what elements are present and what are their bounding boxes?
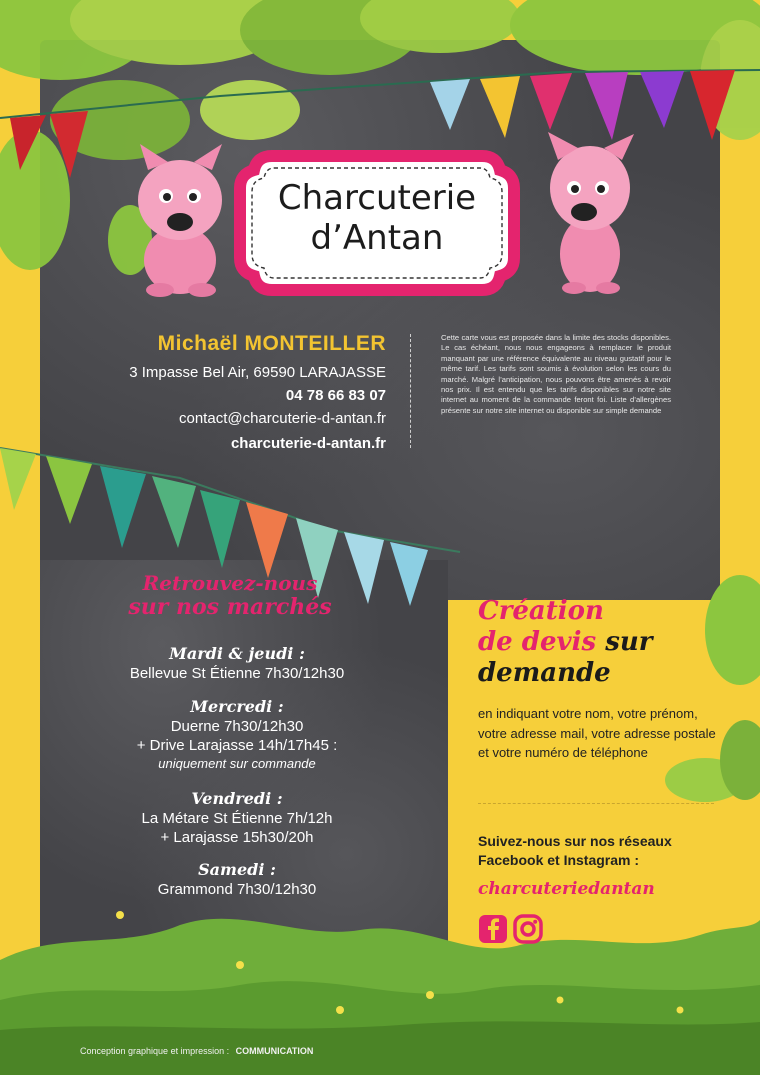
social-handle[interactable]: charcuteriedantan [478, 879, 655, 899]
quote-heading-word3: sur [605, 627, 653, 657]
quote-heading-word1: Création [478, 596, 604, 626]
owner-email[interactable]: contact@charcuterie-d-antan.fr [179, 410, 386, 427]
market-entry-saturday [60, 860, 414, 899]
social-follow-line1: Suivez-nous sur nos réseaux [478, 833, 672, 849]
owner-contact-block [100, 332, 386, 452]
brand-name-line1: Charcuterie [277, 178, 477, 218]
quote-divider [478, 803, 714, 804]
market-day: Mardi & jeudi : [169, 644, 305, 663]
market-place: Duerne 7h30/12h30 [170, 718, 304, 735]
owner-address: 3 Impasse Bel Air, 69590 LARAJASSE [129, 364, 386, 381]
market-place: Bellevue St Étienne 7h30/12h30 [129, 665, 345, 682]
market-note: uniquement sur commande [158, 756, 316, 771]
market-entry-tuesday-thursday [60, 644, 414, 683]
pig-illustration-left [130, 140, 230, 300]
markets-heading-line2: sur nos marchés [128, 594, 332, 620]
market-place: Grammond 7h30/12h30 [157, 881, 317, 898]
market-place: + Larajasse 15h30/20h [160, 829, 314, 846]
social-follow-text [478, 832, 738, 870]
brand-name-line2: d’Antan [310, 218, 444, 258]
owner-phone[interactable]: 04 78 66 83 07 [285, 387, 386, 404]
stock-disclaimer: Cette carte vous est proposée dans la limite des stocks disponibles. Le cas échéant, nous nous engageons à remplacer le produit manquant par une référence équivalente au niveau gustatif pour le même tarif. Les tarifs sont soumis à évolution selon les cours du marché. Malgré l’anticipation, nous pouvons être amenés à revoir nos prix. Il est entendu que les tarifs disponibles sur notre site internet au moment de la commande feront foi. Liste d’allergènes présente sur notre site internet ou disponible sur simple demande [441, 333, 671, 415]
owner-website[interactable]: charcuterie-d-antan.fr [230, 435, 386, 452]
brand-logo [232, 148, 522, 298]
quote-heading-word2: de devis [478, 627, 597, 657]
contact-divider [410, 334, 411, 448]
markets-heading [60, 572, 400, 620]
pig-illustration-right [540, 126, 640, 296]
market-entry-wednesday [60, 697, 414, 773]
facebook-icon[interactable] [478, 914, 508, 944]
credits-studio: COMMUNICATION [235, 1046, 314, 1056]
print-credits [80, 1046, 313, 1056]
market-day: Vendredi : [191, 789, 283, 808]
quote-heading-word4: demande [478, 658, 611, 688]
market-day: Samedi : [198, 860, 276, 879]
credits-text: Conception graphique et impression : [80, 1046, 230, 1056]
quote-instructions: en indiquant votre nom, votre prénom, votre adresse mail, votre adresse postale et votre numéro de téléphone [478, 706, 716, 760]
market-entry-friday [60, 789, 414, 847]
market-day: Mercredi : [190, 697, 284, 716]
quote-heading [478, 596, 738, 689]
social-follow-line2: Facebook et Instagram : [478, 852, 640, 868]
markets-heading-line1: Retrouvez-nous [142, 571, 318, 595]
instagram-icon[interactable] [513, 914, 543, 944]
market-place: + Drive Larajasse 14h/17h45 : [136, 737, 338, 754]
market-place: La Métare St Étienne 7h/12h [141, 810, 333, 827]
owner-name: Michaël MONTEILLER [157, 332, 386, 355]
